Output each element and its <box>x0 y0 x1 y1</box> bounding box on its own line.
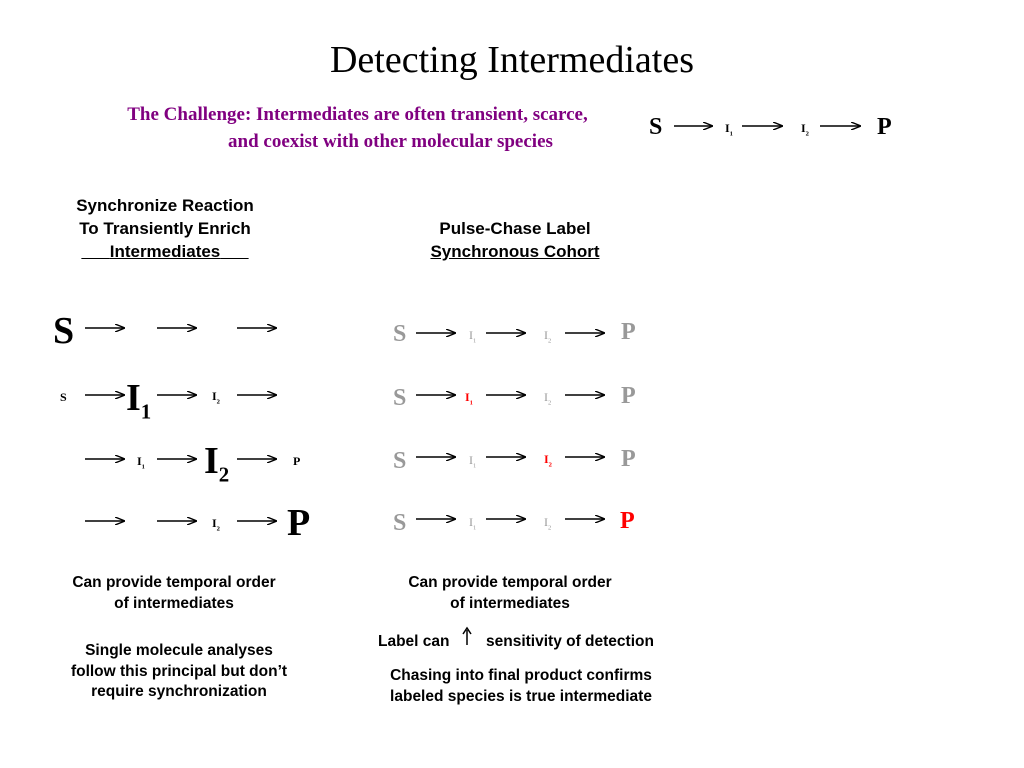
right-note-sensitivity: sensitivity of detection <box>486 633 654 650</box>
page-title: Detecting Intermediates <box>329 39 694 81</box>
right-note-chasing: Chasing into final product confirms labeled species is true intermediate <box>390 667 652 705</box>
left-row3-p: P <box>293 454 301 468</box>
left-row4-i2: $I_2$ <box>212 516 220 533</box>
right-row3-i2-labeled: $I_2$ <box>544 452 552 469</box>
right-row4-s: S <box>393 510 407 536</box>
right-row4-i2: $I_2$ <box>544 515 552 532</box>
left-row2-i1: $I_1$ <box>126 377 152 424</box>
left-row1-s: S <box>53 310 75 352</box>
right-note-temporal-order: Can provide temporal order of intermediates <box>408 574 612 612</box>
challenge-line-2: and coexist with other molecular species <box>228 131 553 152</box>
right-row1-i1: $I_1$ <box>469 328 477 345</box>
right-row1-p: P <box>621 319 636 345</box>
right-row2-s: S <box>393 385 407 411</box>
up-arrow-icon <box>463 628 471 645</box>
right-row1-i2: $I_2$ <box>544 328 552 345</box>
right-row2-i2: $I_2$ <box>544 390 552 407</box>
left-note-single-molecule: Single molecule analyses follow this principal but don’t require synchronization <box>70 642 288 700</box>
challenge-line-1: The Challenge: Intermediates are often transient, scarce, <box>127 104 588 125</box>
top-p: P <box>877 114 892 140</box>
left-note-temporal-order: Can provide temporal order of intermediates <box>72 574 276 612</box>
left-heading: Synchronize Reaction To Transiently Enrich Intermediates <box>76 196 254 261</box>
right-row4-p-labeled: P <box>620 508 635 534</box>
right-note-label-can: Label can <box>378 633 450 650</box>
left-row2-s: S <box>60 390 67 404</box>
right-row2-i1-labeled: $I_1$ <box>465 390 473 407</box>
left-row3-i2: $I_2$ <box>204 440 230 487</box>
right-row3-p: P <box>621 446 636 472</box>
left-row2-i2: $I_2$ <box>212 389 220 406</box>
left-row3-i1: $I_1$ <box>137 454 145 471</box>
right-row3-i1: $I_1$ <box>469 453 477 470</box>
top-i1: $I_1$ <box>725 121 733 138</box>
right-row4-i1: $I_1$ <box>469 515 477 532</box>
right-row2-p: P <box>621 383 636 409</box>
right-row3-s: S <box>393 448 407 474</box>
top-s: S <box>649 114 663 140</box>
right-heading: Pulse-Chase Label Synchronous Cohort <box>430 219 600 261</box>
top-i2: $I_2$ <box>801 121 809 138</box>
right-row1-s: S <box>393 321 407 347</box>
left-row4-p: P <box>287 502 311 544</box>
